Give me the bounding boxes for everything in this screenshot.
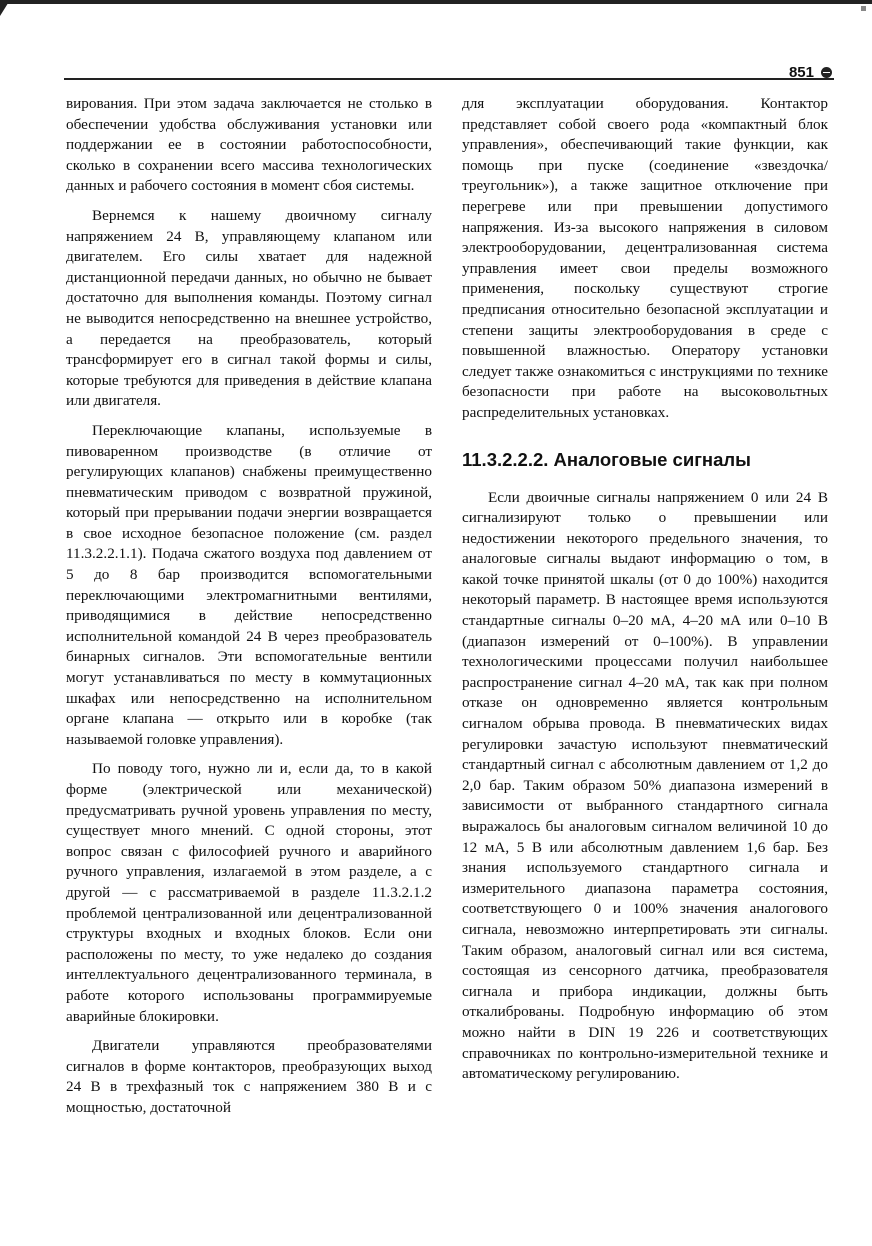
- paragraph: для эксплуатации оборудования. Контактор представляет собой своего рода «компактный блок управления», обеспечивающий такие функции, как помощь при пуске (соединение «звездочка/треугольник»), а также защитное отключение при перегреве или при превышении допустимого напряжения. Из-за высокого напряжения в силовом электрооборудовании, децентрализованная система управления имеет свои пределы возможного применения, поскольку существуют строгие предписания относительно безопасной эксплуатации и степени защиты электрооборудования в среде с повышенной влажностью. Оператору установки следует также ознакомиться с инструкциями по технике безопасности при работе на высоковольтных распределительных установках.: [462, 95, 828, 421]
- paragraph: Вернемся к нашему двоичному сигналу напряжением 24 В, управляющему клапаном или двигателем. Его силы хватает для надежной дистанционной передачи данных, но обычно не бывает достаточно для выполнения команды. Поэтому сигнал не выводится непосредственно на внешнее устройство, а передается на преобразователь, который трансформирует его в сигнал такой формы и силы, которые требуются для приведения в действие клапана или двигателя.: [66, 206, 432, 410]
- page-marker-icon: [821, 67, 832, 78]
- paragraph: Переключающие клапаны, используемые в пивоваренном производстве (в отличие от регулирующих клапанов) снабжены преимущественно пневматическим приводом с возвратной пружиной, который при прерывании подачи энергии возвращается в свое исходное безопасное положение (см. раздел 11.3.2.2.1.1). Подача сжатого воздуха под давлением от 5 до 8 бар производится вспомогательными переключающими электромагнитными вентилями, приводящимися в действие непосредственно исполнительной командой 24 В через преобразователь бинарных сигналов. Эти вспомогательные вентили могут устанавливаться по месту в коммутационных шкафах или непосредственно на исполнительном органе клапана — открыто или в коробке (так называемой головке управления).: [66, 421, 432, 748]
- paragraph: Если двоичные сигналы напряжением 0 или 24 В сигнализируют только о превышении или недостижении некоторого предельного значения, то аналоговые сигналы выдают информацию о том, в какой точке принятой шкалы (от 0 до 100%) находится некоторый параметр. В настоящее время используются стандартные сигналы 0–20 мА, 4–20 мА или 0–10 В (диапазон измерений от 0–100%). В управлении технологическими процессами получил наибольшее распространение сигнал 4–20 мА, так как при полном отказе он одновременно является контрольным сигналом обрыва провода. В пневматических видах регулировки зачастую используют пневматический стандартный сигнал с абсолютным давлением от 1,2 до 2,0 бар. Таким образом 50% диапазона измерений в зависимости от выбранного стандартного сигнала выражалось бы аналоговым сигналом величиной 10 до 12 мА, 5 В или абсолютным давлением 1,6 бар. Без знания используемого стандартного сигнала и измерительного диапазона параметра состояния, соответствующего 0 и 100% значения аналогового сигнала, невозможно интерпретировать эти сигналы. Таким образом, аналоговый сигнал или вся система, состоящая из сенсорного датчика, преобразователя сигнала и прибора индикации, должны быть откалиброваны. Подробную информацию об этом можно найти в DIN 19 226 и соответствующих справочниках по контрольно-измерительной технике и автоматическому регулированию.: [462, 488, 828, 1083]
- right-column: [462, 94, 828, 1085]
- scan-corner-mark: [0, 0, 10, 16]
- header-rule: [64, 78, 834, 80]
- scan-edge-mark: [861, 6, 866, 11]
- scan-top-border: [0, 0, 872, 4]
- left-column: [66, 94, 432, 1119]
- section-heading: 11.3.2.2.2. Аналоговые сигналы: [462, 448, 751, 470]
- paragraph: вирования. При этом задача заключается не столько в обеспечении удобства обслуживания установки или поддержании ее в состоянии работоспособности, сколько в сохранении всего массива технологических данных и рабочего состояния в момент сбоя системы.: [66, 95, 432, 195]
- page-number: 851: [788, 64, 814, 81]
- paragraph: Двигатели управляются преобразователями сигналов в форме контакторов, преобразующих выход 24 В в трехфазный ток с напряжением 380 В и с мощностью, достаточной: [66, 1037, 432, 1116]
- paragraph: По поводу того, нужно ли и, если да, то в какой форме (электрической или механической) предусматривать ручной уровень управления по месту, существует много мнений. С одной стороны, этот вопрос связан с философией ручного и аварийного ручного управления, излагаемой в этом разделе, а с другой — с рассматриваемой в разделе 11.3.2.1.2 проблемой централизованной или децентрализованной структуры входных и входных блоков. Если они расположены по месту, то уже недалеко до создания интеллектуального децентрализованного терминала, в работе которого использованы программируемые аварийные блокировки.: [66, 760, 432, 1025]
